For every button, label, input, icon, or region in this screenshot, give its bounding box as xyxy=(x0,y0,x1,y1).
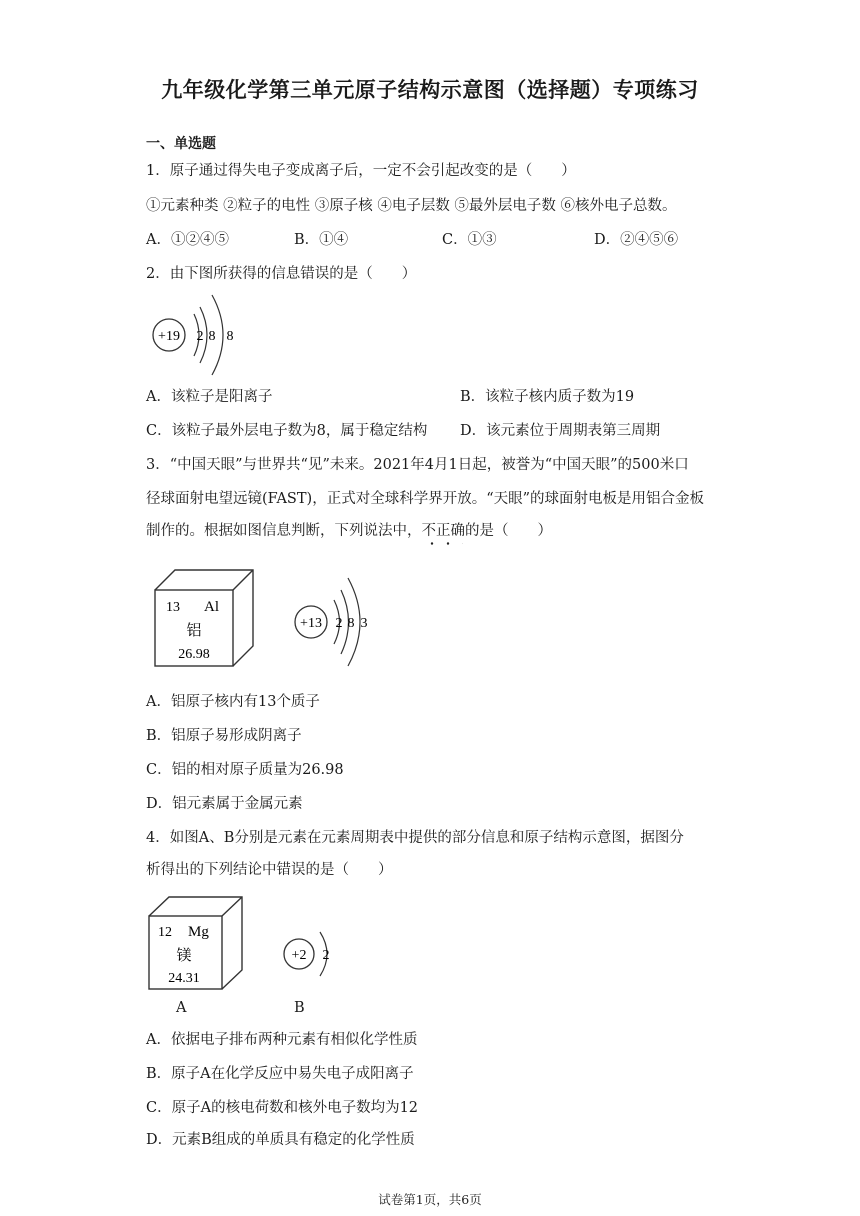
q4-shell-electrons-1: 2 xyxy=(322,948,330,963)
q3-nucleus-charge: +13 xyxy=(300,616,322,631)
q3-stem-line-2: 径球面射电望远镜(FAST)，正式对全球科学界开放。“天眼”的球面射电板是用铝合金板 xyxy=(146,491,705,507)
q1-option-c: C．①③ xyxy=(442,232,497,248)
section-heading: 一、单选题 xyxy=(146,136,216,152)
q3-option-b: B．铝原子易形成阴离子 xyxy=(146,728,302,744)
q4-element-symbol: Mg xyxy=(188,924,209,940)
page-footer: 试卷第1页，共6页 xyxy=(378,1192,482,1207)
q4-nucleus-charge: +2 xyxy=(291,948,307,963)
q3-element-name: 铝 xyxy=(186,623,202,639)
q3-stem-line-1: 3．“中国天眼”与世界共“见”未来。2021年4月1日起，被誉为“中国天眼”的500米口 xyxy=(146,457,689,473)
q3-option-a: A．铝原子核内有13个质子 xyxy=(146,694,320,710)
q4-element-name: 镁 xyxy=(176,948,192,964)
q4-stem-line-1: 4．如图A、B分别是元素在元素周期表中提供的部分信息和原子结构示意图，据图分 xyxy=(146,830,684,846)
q3-shell-electrons-1: 2 xyxy=(335,616,343,631)
q4-figure-label-b: B xyxy=(294,1000,305,1016)
q3-stem-line-3 xyxy=(146,521,552,541)
q3-shell-electrons-2: 8 xyxy=(347,616,355,631)
q3-emphasis-not-correct: 不正确 xyxy=(421,523,465,539)
q1-option-d: D．②④⑤⑥ xyxy=(594,232,679,248)
q3-shell-electrons-3: 3 xyxy=(360,616,368,631)
q2-option-a: A．该粒子是阳离子 xyxy=(146,389,273,405)
q2-option-b: B．该粒子核内质子数为19 xyxy=(460,389,635,405)
q2-shell-electrons-2: 8 xyxy=(208,329,216,344)
q2-option-d: D．该元素位于周期表第三周期 xyxy=(460,423,661,439)
q3-element-symbol: Al xyxy=(204,599,219,615)
q1-option-a: A．①②④⑤ xyxy=(146,232,229,248)
q4-atom-structure-diagram xyxy=(278,924,338,988)
q4-atomic-mass: 24.31 xyxy=(168,971,200,986)
q4-option-d: D．元素B组成的单质具有稳定的化学性质 xyxy=(146,1132,415,1148)
q4-option-a: A．依据电子排布两种元素有相似化学性质 xyxy=(146,1032,418,1048)
q1-option-b: B．①④ xyxy=(294,232,349,248)
q4-cube-diagonal xyxy=(222,897,242,916)
q2-nucleus-charge: +19 xyxy=(158,329,180,344)
q2-shell-electrons-1: 2 xyxy=(196,329,204,344)
q2-option-c: C．该粒子最外层电子数为8，属于稳定结构 xyxy=(146,423,428,439)
q2-stem: 2．由下图所获得的信息错误的是（ ） xyxy=(146,266,417,282)
q3-option-c: C．铝的相对原子质量为26.98 xyxy=(146,762,344,778)
q3-element-cell xyxy=(152,566,258,670)
q4-option-c: C．原子A的核电荷数和核外电子数均为12 xyxy=(146,1100,419,1116)
q2-shell-electrons-3: 8 xyxy=(226,329,234,344)
q2-atom-structure-diagram xyxy=(150,290,250,380)
q3-atomic-number: 13 xyxy=(166,600,180,615)
q4-option-b: B．原子A在化学反应中易失电子成阳离子 xyxy=(146,1066,414,1082)
q3-stem-line-3-pre: 制作的。根据如图信息判断，下列说法中， xyxy=(146,523,422,539)
q4-element-cell xyxy=(146,894,246,994)
q3-option-d: D．铝元素属于金属元素 xyxy=(146,796,303,812)
q3-stem-line-3-post: 的是（ ） xyxy=(465,523,552,539)
q4-figure-label-a: A xyxy=(176,1000,187,1016)
q4-atomic-number: 12 xyxy=(158,925,172,940)
q3-atom-structure-diagram xyxy=(290,570,390,670)
q1-stem: 1．原子通过得失电子变成离子后，一定不会引起改变的是（ ） xyxy=(146,163,576,179)
q1-items: ①元素种类 ②粒子的电性 ③原子核 ④电子层数 ⑤最外层电子数 ⑥核外电子总数。 xyxy=(146,198,677,214)
q3-atomic-mass: 26.98 xyxy=(178,647,210,662)
q3-cube-diagonal xyxy=(233,570,253,590)
page-title: 九年级化学第三单元原子结构示意图（选择题）专项练习 xyxy=(161,78,699,102)
q4-stem-line-2: 析得出的下列结论中错误的是（ ） xyxy=(146,862,393,878)
